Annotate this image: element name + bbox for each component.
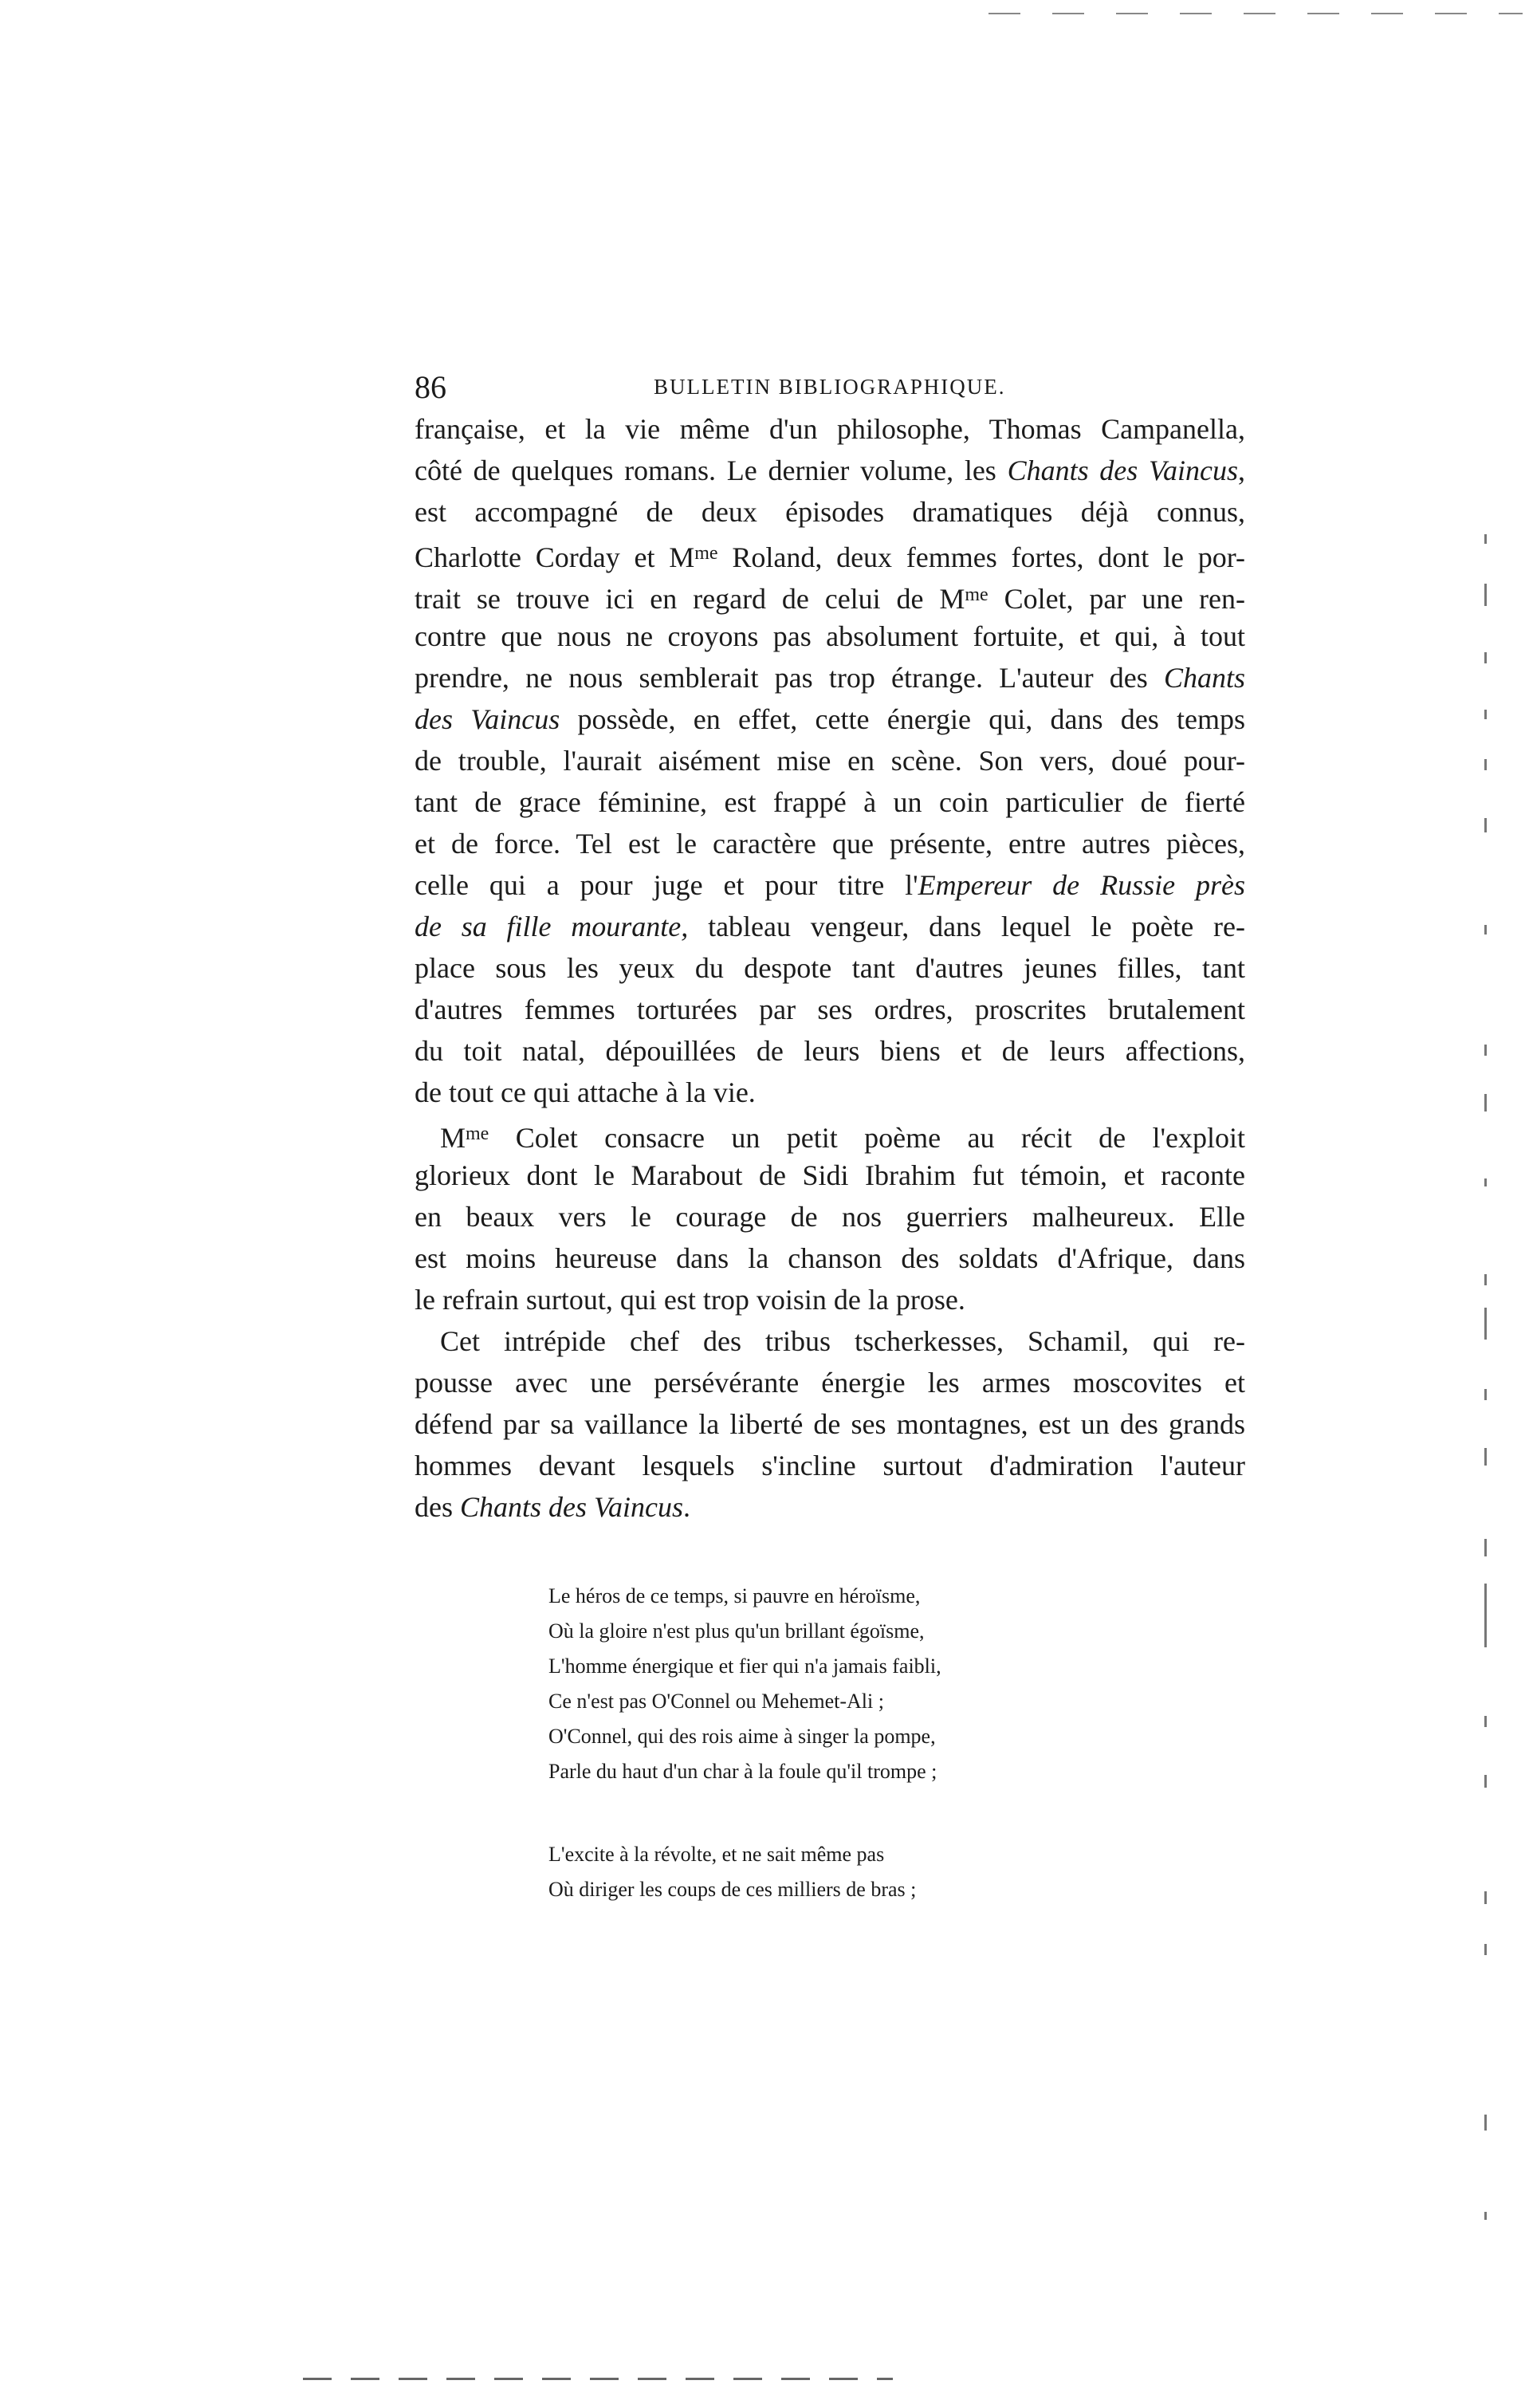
italic-title: Empereur de Russie près — [918, 869, 1245, 901]
text-line: d'autres femmes torturées par ses ordres, proscrites brutalement — [415, 993, 1245, 1025]
verse-line: Parle du haut d'un char à la foule qu'il trompe ; — [548, 1760, 937, 1783]
text-line: glorieux dont le Marabout de Sidi Ibrahim fut témoin, et raconte — [415, 1159, 1245, 1191]
verse-line: Le héros de ce temps, si pauvre en héroïsme, — [548, 1584, 921, 1607]
verse-line: Ce n'est pas O'Connel ou Mehemet-Ali ; — [548, 1690, 884, 1713]
text-line: française, et la vie même d'un philosophe, Thomas Campanella, — [415, 413, 1245, 445]
page-number: 86 — [415, 369, 446, 405]
running-head: BULLETIN BIBLIOGRAPHIQUE. — [654, 375, 1006, 399]
verse-quotation — [548, 1579, 1170, 1907]
text-line: défend par sa vaillance la liberté de ses montagnes, est un des grands — [415, 1408, 1245, 1440]
page-header — [415, 368, 1236, 408]
text-line: le refrain surtout, qui est trop voisin de la prose. — [415, 1284, 965, 1316]
text-line: Cet intrépide chef des tribus tscherkesses, Schamil, qui re- — [440, 1325, 1245, 1357]
text-line: contre que nous ne croyons pas absolument fortuite, et qui, à tout — [415, 620, 1245, 652]
scan-edge-rule-top — [988, 13, 1523, 14]
text-line: de sa fille mourante, tableau vengeur, dans lequel le poète re- — [415, 911, 1245, 942]
italic-title: des Vaincus — [415, 703, 560, 735]
text-line: de tout ce qui attache à la vie. — [415, 1076, 756, 1108]
scan-edge-rule-bottom — [303, 2378, 893, 2380]
stanza-break — [548, 1789, 1170, 1837]
text-line: place sous les yeux du despote tant d'autres jeunes filles, tant — [415, 952, 1245, 984]
text-line: est moins heureuse dans la chanson des soldats d'Afrique, dans — [415, 1242, 1245, 1274]
text-line: en beaux vers le courage de nos guerriers malheureux. Elle — [415, 1201, 1245, 1233]
verse-line: Où diriger les coups de ces milliers de bras ; — [548, 1878, 917, 1901]
text-line: $M^{me}$ Colet consacre un petit poème au récit de l'exploit — [440, 1122, 1245, 1154]
text-line: des Chants des Vaincus. — [415, 1491, 691, 1523]
text-line: côté de quelques romans. Le dernier volume, les Chants des Vaincus, — [415, 454, 1245, 486]
text-line: pousse avec une persévérante énergie les armes moscovites et — [415, 1367, 1245, 1399]
verse-line: L'homme énergique et fier qui n'a jamais faibli, — [548, 1655, 941, 1678]
text-line: est accompagné de deux épisodes dramatiques déjà connus, — [415, 496, 1245, 528]
verse-line: Où la gloire n'est plus qu'un brillant égoïsme, — [548, 1619, 925, 1643]
italic-title: de sa fille mourante, — [415, 911, 689, 942]
italic-title: Chants des Vaincus — [460, 1491, 684, 1523]
scan-margin-marks — [1484, 534, 1489, 2257]
verse-line: L'excite à la révolte, et ne sait même pas — [548, 1843, 885, 1866]
text-line: celle qui a pour juge et pour titre l'Empereur de Russie près — [415, 869, 1245, 901]
text-line: Charlotte Corday et $M^{me}$ Roland, deux femmes fortes, dont le por- — [415, 541, 1245, 573]
text-line: hommes devant lesquels s'incline surtout d'admiration l'auteur — [415, 1450, 1245, 1481]
text-line: du toit natal, dépouillées de leurs biens et de leurs affections, — [415, 1035, 1245, 1067]
text-line: des Vaincus possède, en effet, cette énergie qui, dans des temps — [415, 703, 1245, 735]
text-line: tant de grace féminine, est frappé à un coin particulier de fierté — [415, 786, 1245, 818]
text-line: prendre, ne nous semblerait pas trop étrange. L'auteur des Chants — [415, 662, 1245, 694]
body-text — [415, 408, 1245, 1528]
italic-title: Chants — [1163, 662, 1245, 694]
italic-title: Chants des Vaincus — [1007, 454, 1239, 486]
text-line: et de force. Tel est le caractère que présente, entre autres pièces, — [415, 828, 1245, 860]
text-line: trait se trouve ici en regard de celui de $M^{me}$ Colet, par une ren- — [415, 583, 1245, 615]
text-line: de trouble, l'aurait aisément mise en scène. Son vers, doué pour- — [415, 745, 1245, 777]
verse-line: O'Connel, qui des rois aime à singer la pompe, — [548, 1725, 936, 1748]
